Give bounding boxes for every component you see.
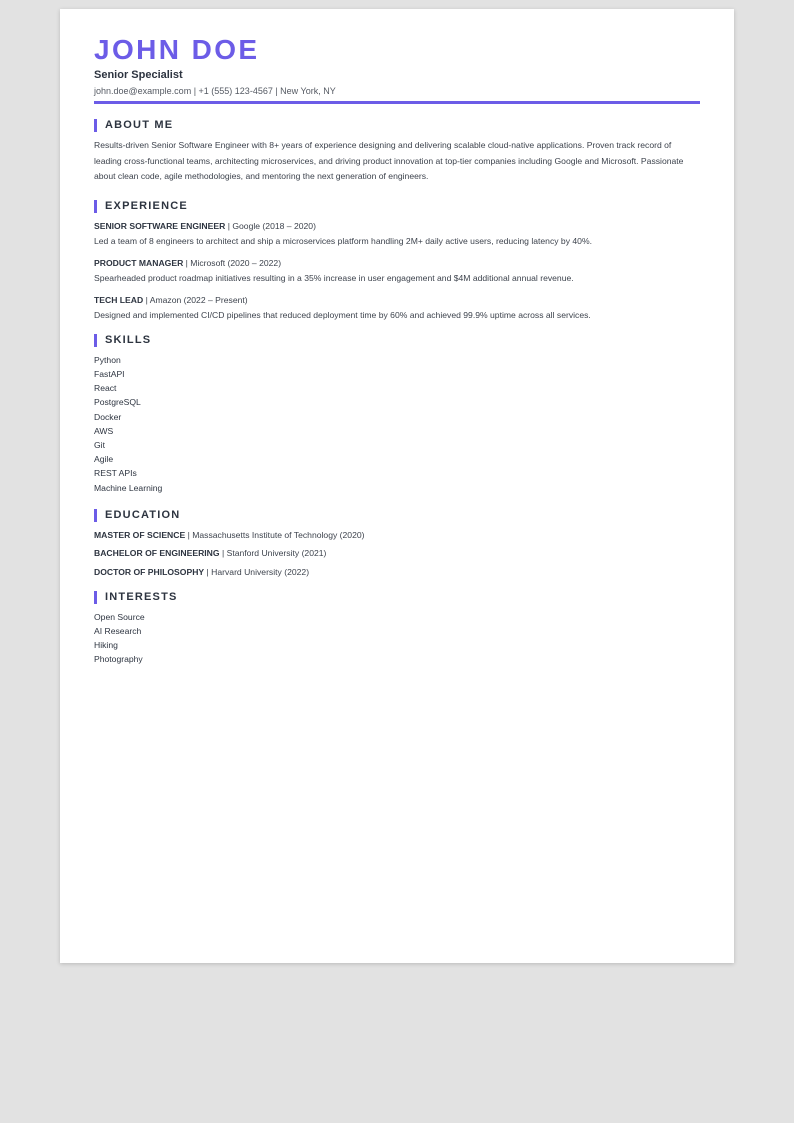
experience-entry [94, 293, 700, 322]
interests-section [94, 591, 700, 667]
skill-item: React [94, 383, 117, 394]
skill-item: PostgreSQL [94, 397, 141, 408]
education-entry [94, 565, 700, 579]
education-institution-year: | Stanford University (2021) [221, 548, 327, 559]
skill-item: AWS [94, 425, 114, 436]
section-heading-about: ABOUT ME [94, 119, 700, 132]
experience-role: SENIOR SOFTWARE ENGINEER [94, 220, 226, 231]
about-text: Results-driven Senior Software Engineer with 8+ years of experience designing and delivering scalable cloud-native applications. Proven track record of leading cross-functional teams, architecting microservices, and driving product innovation at top-tier companies including Google and Microsoft. Passionate about clean code, agile methodologies, and mentoring the next generation of engineers. [94, 140, 684, 182]
skill-item: Docker [94, 411, 122, 422]
section-heading-skills: SKILLS [94, 334, 700, 347]
skill-item: FastAPI [94, 368, 125, 379]
education-section [94, 509, 700, 579]
interest-item: Open Source [94, 611, 145, 622]
interest-item: Photography [94, 654, 143, 665]
header-divider [94, 101, 700, 104]
experience-description: Designed and implemented CI/CD pipelines that reduced deployment time by 60% and achieved 99.9% uptime across all services. [94, 309, 591, 320]
experience-description: Led a team of 8 engineers to architect and ship a microservices platform handling 2M+ daily active users, reducing latency by 40%. [94, 235, 592, 246]
contact-info: john.doe@example.com | +1 (555) 123-4567 | New York, NY [94, 86, 336, 96]
experience-entry-header [94, 293, 700, 307]
section-heading-experience: EXPERIENCE [94, 200, 700, 213]
experience-company-dates: | Google (2018 – 2020) [227, 220, 316, 231]
education-entry [94, 546, 700, 560]
interest-item: AI Research [94, 626, 142, 637]
experience-company-dates: | Amazon (2022 – Present) [145, 294, 248, 305]
experience-section [94, 200, 700, 322]
experience-entry [94, 256, 700, 285]
skill-item: Git [94, 440, 105, 450]
education-institution-year: | Massachusetts Institute of Technology (2020) [187, 529, 365, 540]
resume-content [94, 119, 700, 682]
experience-entry-header [94, 256, 700, 270]
skill-item: Agile [94, 454, 114, 465]
resume-page [60, 9, 734, 963]
skills-section [94, 334, 700, 495]
education-degree: MASTER OF SCIENCE [94, 529, 186, 540]
education-degree: DOCTOR OF PHILOSOPHY [94, 566, 205, 577]
education-institution-year: | Harvard University (2022) [206, 566, 310, 577]
skill-item: Machine Learning [94, 482, 163, 493]
experience-entry [94, 219, 700, 248]
about-section [94, 119, 700, 185]
experience-role: TECH LEAD [94, 294, 144, 305]
candidate-name: JOHN DOE [94, 34, 260, 65]
experience-role: PRODUCT MANAGER [94, 257, 184, 268]
experience-description: Spearheaded product roadmap initiatives resulting in a 35% increase in user engagement and $4M additional annual revenue. [94, 272, 574, 283]
section-heading-education: EDUCATION [94, 509, 700, 522]
skill-item: REST APIs [94, 468, 137, 479]
experience-company-dates: | Microsoft (2020 – 2022) [185, 257, 282, 268]
skill-item: Python [94, 354, 121, 365]
education-degree: BACHELOR OF ENGINEERING [94, 548, 220, 559]
job-title: Senior Specialist [94, 69, 183, 81]
interest-item: Hiking [94, 640, 118, 651]
experience-entry-header [94, 219, 700, 233]
section-heading-interests: INTERESTS [94, 591, 700, 604]
education-entry [94, 528, 700, 542]
